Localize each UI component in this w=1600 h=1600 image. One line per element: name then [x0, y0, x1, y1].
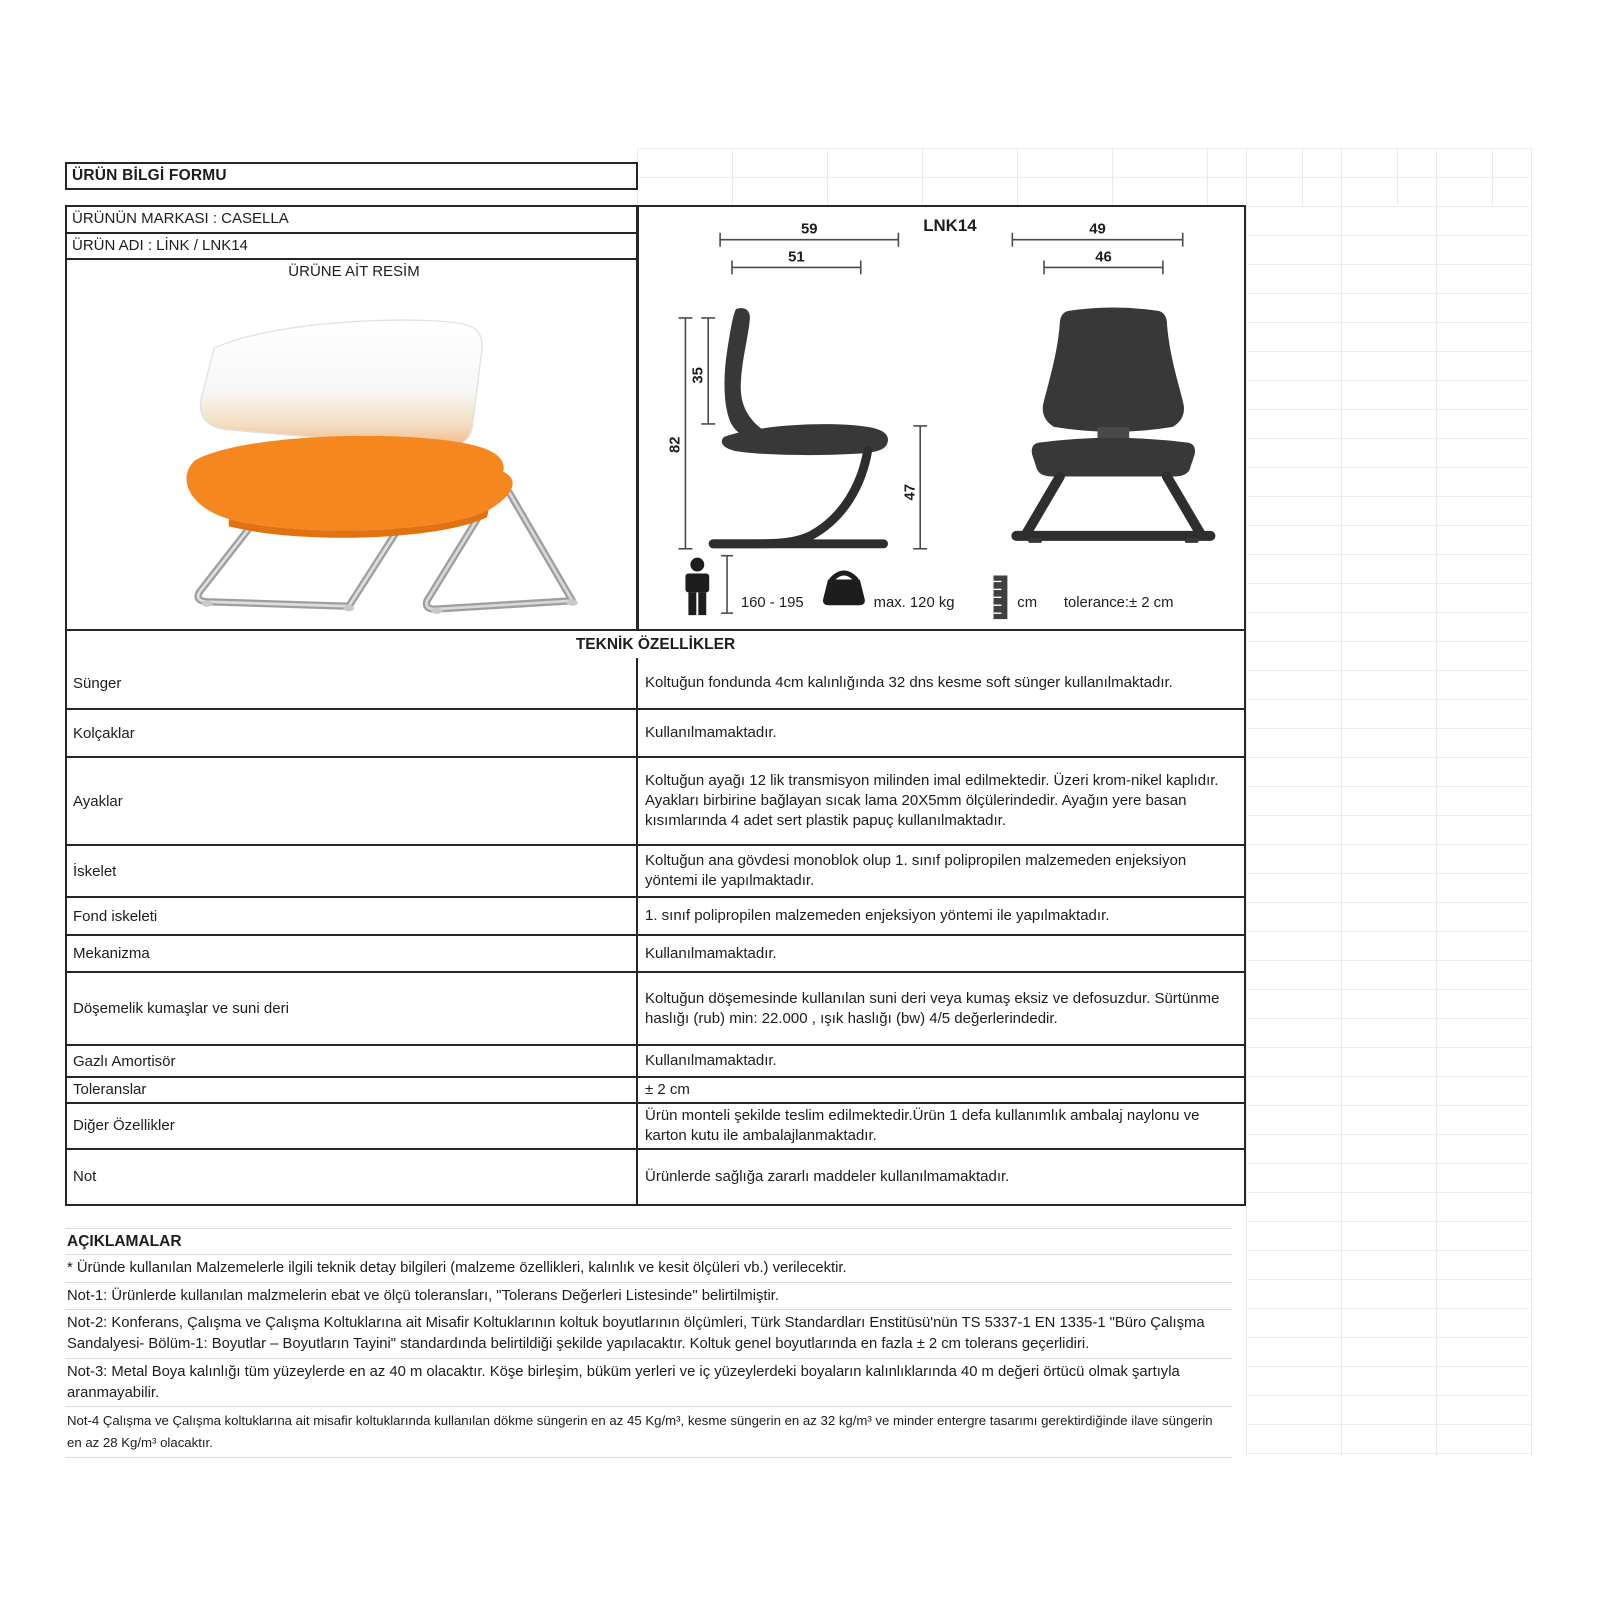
note-line: Not-3: Metal Boya kalınlığı tüm yüzeylerde en az 40 m olacaktır. Köşe birleşim, büküm yerleri ve iç yüzeylerdeki boyaların kalınlıklarında 40 m değeri örtücü olmak şartıyla aranmayabilir. [65, 1359, 1232, 1407]
table-row [67, 971, 1244, 1044]
front-view-silhouette [1016, 308, 1210, 543]
spec-label: Fond iskeleti [67, 898, 638, 934]
notes-header: AÇIKLAMALAR [65, 1229, 1232, 1255]
technical-drawing-box [637, 205, 1246, 631]
table-row [67, 844, 1244, 896]
dim-back-height: 35 [690, 367, 707, 384]
dim-width-inner: 51 [788, 249, 805, 266]
note-line: Not-1: Ürünlerde kullanılan malzmelerin ebat ve ölçü toleransları, "Tolerans Değerleri Listesinde" belirtilmiştir. [65, 1283, 1232, 1311]
spec-value: Koltuğun fondunda 4cm kalınlığında 32 dns kesme soft sünger kullanılmaktadır. [645, 674, 1173, 692]
max-weight-label: max. 120 kg [873, 595, 955, 612]
tech-specs-header: TEKNİK ÖZELLİKLER [65, 629, 1246, 660]
spec-value: Koltuğun ana gövdesi monoblok olup 1. sınıf polipropilen malzemeden enjeksiyon yöntemi ile yapılmaktadır. [645, 852, 1187, 889]
technical-drawing [639, 207, 1244, 629]
spec-value: Kullanılmamaktadır. [645, 724, 777, 742]
spec-value: Ürün monteli şekilde teslim edilmektedir.Ürün 1 defa kullanımlık ambalaj naylonu ve karton kutu ile ambalajlanmaktadır. [645, 1107, 1200, 1144]
spec-label: Diğer Özellikler [67, 1104, 638, 1148]
spec-label: Ayaklar [67, 758, 638, 844]
model-label: LNK14 [923, 215, 977, 235]
spec-label: İskelet [67, 846, 638, 896]
table-row [67, 896, 1244, 934]
table-row [67, 1102, 1244, 1148]
unit-label: cm [1017, 595, 1038, 612]
table-row [67, 934, 1244, 971]
table-row [67, 1148, 1244, 1204]
table-row [67, 1076, 1244, 1102]
table-row [67, 1044, 1244, 1076]
spec-value: ± 2 cm [645, 1081, 690, 1098]
spec-value: Kullanılmamaktadır. [645, 944, 777, 962]
dim-back-outer: 49 [1089, 221, 1106, 238]
chair-seat [186, 436, 512, 531]
notes-section [65, 1228, 1232, 1458]
spec-label: Döşemelik kumaşlar ve suni deri [67, 973, 638, 1044]
spec-value: Koltuğun döşemesinde kullanılan suni deri veya kumaş eksiz ve defosuzdur. Sürtünme haslığı (rub) min: 22.000 , ışık haslığı (bw) 4/5 değerlerindedir. [645, 989, 1220, 1027]
user-height-label: 160 - 195 [740, 595, 804, 612]
chair-photo [127, 293, 636, 625]
product-name: ÜRÜN ADI : LİNK / LNK14 [67, 234, 636, 260]
spec-label: Not [67, 1150, 638, 1204]
spec-label: Toleranslar [67, 1078, 638, 1102]
spec-label: Sünger [67, 658, 638, 708]
dim-back-inner: 46 [1095, 249, 1112, 266]
product-image-header: ÜRÜNE AİT RESİM [288, 263, 420, 280]
note-line: Not-2: Konferans, Çalışma ve Çalışma Koltuklarına ait Misafir Koltuklarının koltuk boyutlarının ölçümleri, Türk Standardları Enstitüsü'nün TS 5337-1 EN 1335-1 "Büro Çalışma Sandalyesi- Bölüm-1: Boyutlar – Boyutların Tayini" standardında belirtildiği şekilde yapılacaktır. Koltuk genel boyutlarında en fazla ± 2 cm tolerans geçerlidiri. [65, 1310, 1232, 1358]
spreadsheet-grid-right [1246, 148, 1532, 1456]
dim-width-outer: 59 [800, 221, 818, 238]
spec-label: Kolçaklar [67, 710, 638, 756]
chair-backrest [200, 320, 482, 448]
kg-glyph: kg [837, 592, 851, 605]
spec-value: Koltuğun ayağı 12 lik transmisyon milinden imal edilmektedir. Üzeri krom-nikel kaplıdır. Ayakları birbirine bağlayan sıcak lama 20X5mm ölçülerindedir. Ayağın yere basan kısımlarında 4 adet sert plastik papuç kullanılmaktadır. [645, 772, 1219, 829]
page-title: ÜRÜN BİLGİ FORMU [65, 162, 638, 190]
tolerance-label: tolerance:± 2 cm [1063, 595, 1174, 612]
spec-value: Ürünlerde sağlığa zararlı maddeler kullanılmamaktadır. [645, 1167, 1010, 1185]
spec-value: 1. sınıf polipropilen malzemeden enjeksiyon yöntemi ile yapılmaktadır. [645, 907, 1110, 925]
spec-label: Gazlı Amortisör [67, 1046, 638, 1076]
product-photo-area [67, 287, 636, 627]
product-brand: ÜRÜNÜN MARKASI : CASELLA [67, 207, 636, 234]
side-view-sled-leg [713, 451, 883, 544]
side-view-silhouette [722, 308, 888, 455]
ruler-icon [994, 576, 1008, 620]
table-row [67, 756, 1244, 844]
table-row [67, 708, 1244, 756]
dim-total-height: 82 [667, 436, 684, 454]
product-block [65, 205, 638, 631]
person-icon [685, 558, 709, 615]
spec-label: Mekanizma [67, 936, 638, 971]
tech-specs-table [65, 658, 1246, 1206]
note-line: Not-4 Çalışma ve Çalışma koltuklarına ait misafir koltuklarında kullanılan dökme süngerin en az 45 Kg/m³, kesme süngerin en az 32 kg/m³ ve minder entergre tasarımı gerektirdiğinde ilave süngerin en az 28 Kg/m³ olacaktır. [65, 1407, 1232, 1458]
spec-value: Kullanılmamaktadır. [645, 1052, 777, 1070]
dim-seat-height: 47 [902, 484, 919, 501]
table-row [67, 658, 1244, 708]
note-line: * Üründe kullanılan Malzemelerle ilgili teknik detay bilgileri (malzeme özellikleri, kalınlık ve kesit ölçüleri vb.) verilecektir. [65, 1255, 1232, 1283]
